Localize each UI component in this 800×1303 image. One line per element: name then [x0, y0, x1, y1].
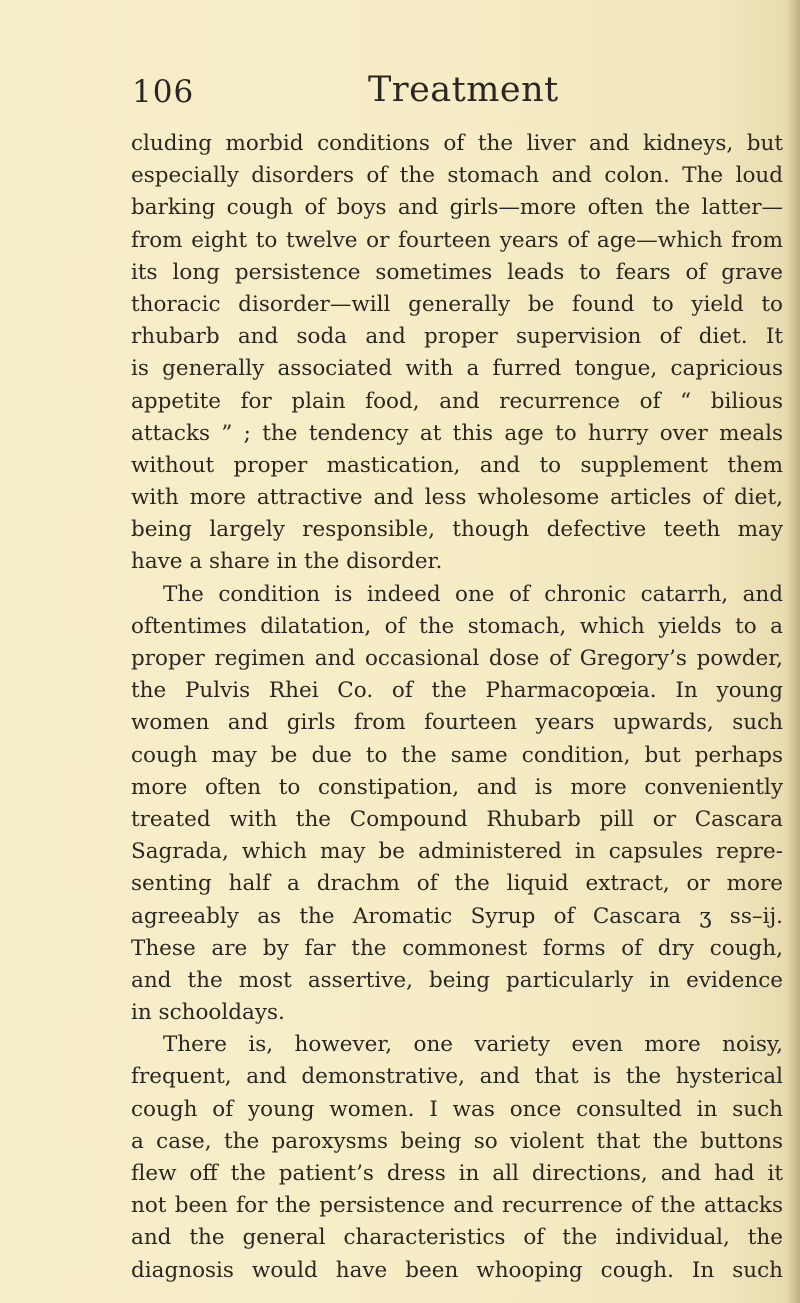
text-line: frequent, and demonstrative, and that is the hysterical — [131, 1064, 783, 1090]
text-line: is generally associated with a furred tongue, capricious — [131, 356, 783, 382]
text-line: and the general characteristics of the individual, the — [131, 1225, 783, 1251]
text-line: diagnosis would have been whooping cough. In such — [131, 1257, 783, 1283]
text-line: in schooldays. — [131, 1000, 285, 1026]
body-text — [131, 128, 783, 1287]
page-edge-shadow — [786, 0, 800, 1303]
text-line: cluding morbid conditions of the liver and kidneys, but — [131, 131, 783, 156]
text-line: without proper mastication, and to supplement them — [131, 452, 783, 478]
text-line: women and girls from fourteen years upwards, such — [131, 710, 783, 736]
text-line: oftentimes dilatation, of the stomach, which yields to a — [131, 613, 783, 639]
text-line: treated with the Compound Rhubarb pill or Cascara — [131, 806, 783, 832]
text-line: There is, however, one variety even more noisy, — [163, 1032, 783, 1058]
text-line: a case, the paroxysms being so violent that the buttons — [131, 1128, 783, 1154]
text-line: and the most assertive, being particularly in evidence — [131, 967, 783, 993]
text-line: agreeably as the Aromatic Syrup of Cascara ʒ ss–ij. — [131, 903, 783, 929]
text-line: more often to constipation, and is more conveniently — [131, 774, 783, 800]
text-line: being largely responsible, though defective teeth may — [131, 517, 783, 543]
text-line: with more attractive and less wholesome articles of diet, — [131, 485, 783, 511]
text-line: proper regimen and occasional dose of Gregory’s powder, — [131, 646, 783, 671]
text-line: have a share in the disorder. — [131, 549, 443, 575]
text-line: Sagrada, which may be administered in capsules repre- — [131, 839, 783, 865]
text-line: cough of young women. I was once consulted in such — [131, 1096, 783, 1122]
text-line: from eight to twelve or fourteen years of age—which from — [131, 227, 783, 253]
text-line: senting half a drachm of the liquid extract, or more — [131, 871, 783, 897]
running-head — [132, 70, 692, 120]
text-line: thoracic disorder—will generally be found to yield to — [131, 291, 783, 317]
text-line: rhubarb and soda and proper supervision of diet. It — [131, 324, 783, 350]
text-line: These are by far the commonest forms of dry cough, — [131, 935, 783, 961]
text-line: especially disorders of the stomach and colon. The loud — [131, 163, 783, 189]
text-line: barking cough of boys and girls—more often the latter— — [131, 195, 783, 221]
text-line: The condition is indeed one of chronic catarrh, and — [163, 581, 783, 607]
text-line: cough may be due to the same condition, but perhaps — [131, 742, 783, 768]
text-line: not been for the persistence and recurrence of the attacks — [131, 1193, 783, 1219]
text-line: flew off the patient’s dress in all directions, and had it — [131, 1161, 783, 1186]
text-line: attacks ” ; the tendency at this age to hurry over meals — [131, 420, 783, 446]
text-line: appetite for plain food, and recurrence of “ bilious — [131, 388, 783, 414]
page-header-title: Treatment — [368, 70, 559, 110]
page-number: 106 — [132, 74, 195, 110]
text-line: its long persistence sometimes leads to fears of grave — [131, 259, 783, 285]
text-line: the Pulvis Rhei Co. of the Pharmacopœia. In young — [131, 678, 783, 704]
